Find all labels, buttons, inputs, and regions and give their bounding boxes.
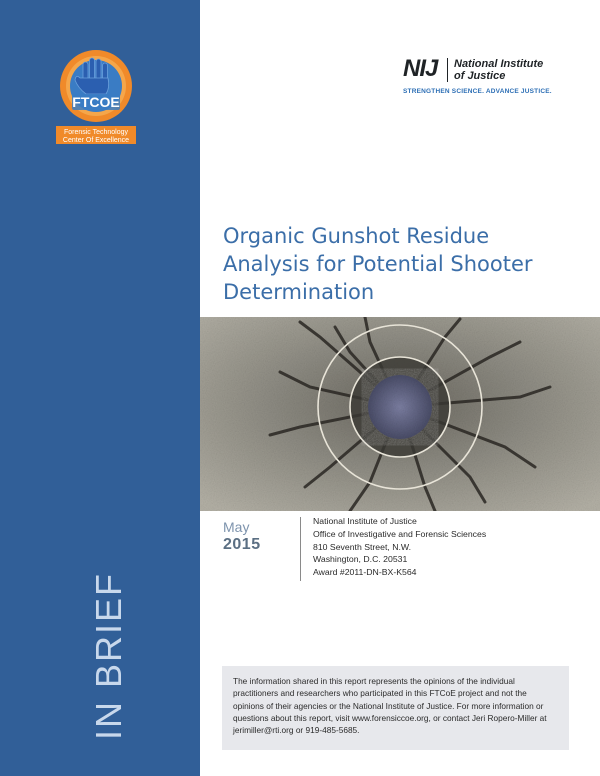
title-line1: Organic Gunshot Residue [223, 224, 490, 248]
address-line: Office of Investigative and Forensic Sciences [313, 528, 487, 539]
gunshot-residue-photo [200, 317, 600, 511]
address-line: 810 Seventh Street, N.W. [313, 541, 412, 552]
logo-acronym: FTCOE [72, 94, 120, 110]
disclaimer-text: The information shared in this report represents the opinions of the individual practitioners and researchers who participated in this FTCoE project and not the opinions of their agencies or the National Institute of Justice. For more information or questions about this report, visit www.forensiccoe.org, or contact Jeri Ropero-Miller at jerimiller@rti.org or 919-485-5685. [233, 676, 547, 736]
title-line2: Analysis for Potential Shooter [223, 252, 533, 276]
ftcoe-logo-icon [56, 48, 136, 144]
address-block [313, 515, 486, 579]
logo-subtitle-line1: Forensic Technology [63, 129, 129, 136]
address-line: Washington, D.C. 20531 [313, 554, 408, 565]
date-month: May [223, 519, 250, 535]
logo-subtitle-line2: Center Of Excellence [62, 137, 130, 144]
title-line3: Determination [223, 280, 375, 304]
address-line: National Institute of Justice [313, 516, 417, 526]
sidebar [0, 0, 200, 776]
in-brief-label: IN BRIEF [88, 571, 129, 740]
report-title [223, 222, 573, 306]
ftcoe-logo [56, 48, 136, 144]
nij-tagline: STRENGTHEN SCIENCE. ADVANCE JUSTICE. [403, 88, 552, 95]
nij-name-line2: of Justice [454, 70, 506, 82]
nij-mark: NIJ [403, 55, 438, 82]
nij-name [454, 58, 564, 82]
nij-logo [403, 55, 573, 101]
address-divider [300, 517, 301, 581]
nij-divider [447, 58, 448, 82]
address-line: Award #2011-DN-BX-K564 [313, 567, 417, 578]
nij-name-line1: National Institute [454, 58, 544, 70]
date-year: 2015 [223, 536, 261, 553]
disclaimer-box [222, 666, 569, 750]
